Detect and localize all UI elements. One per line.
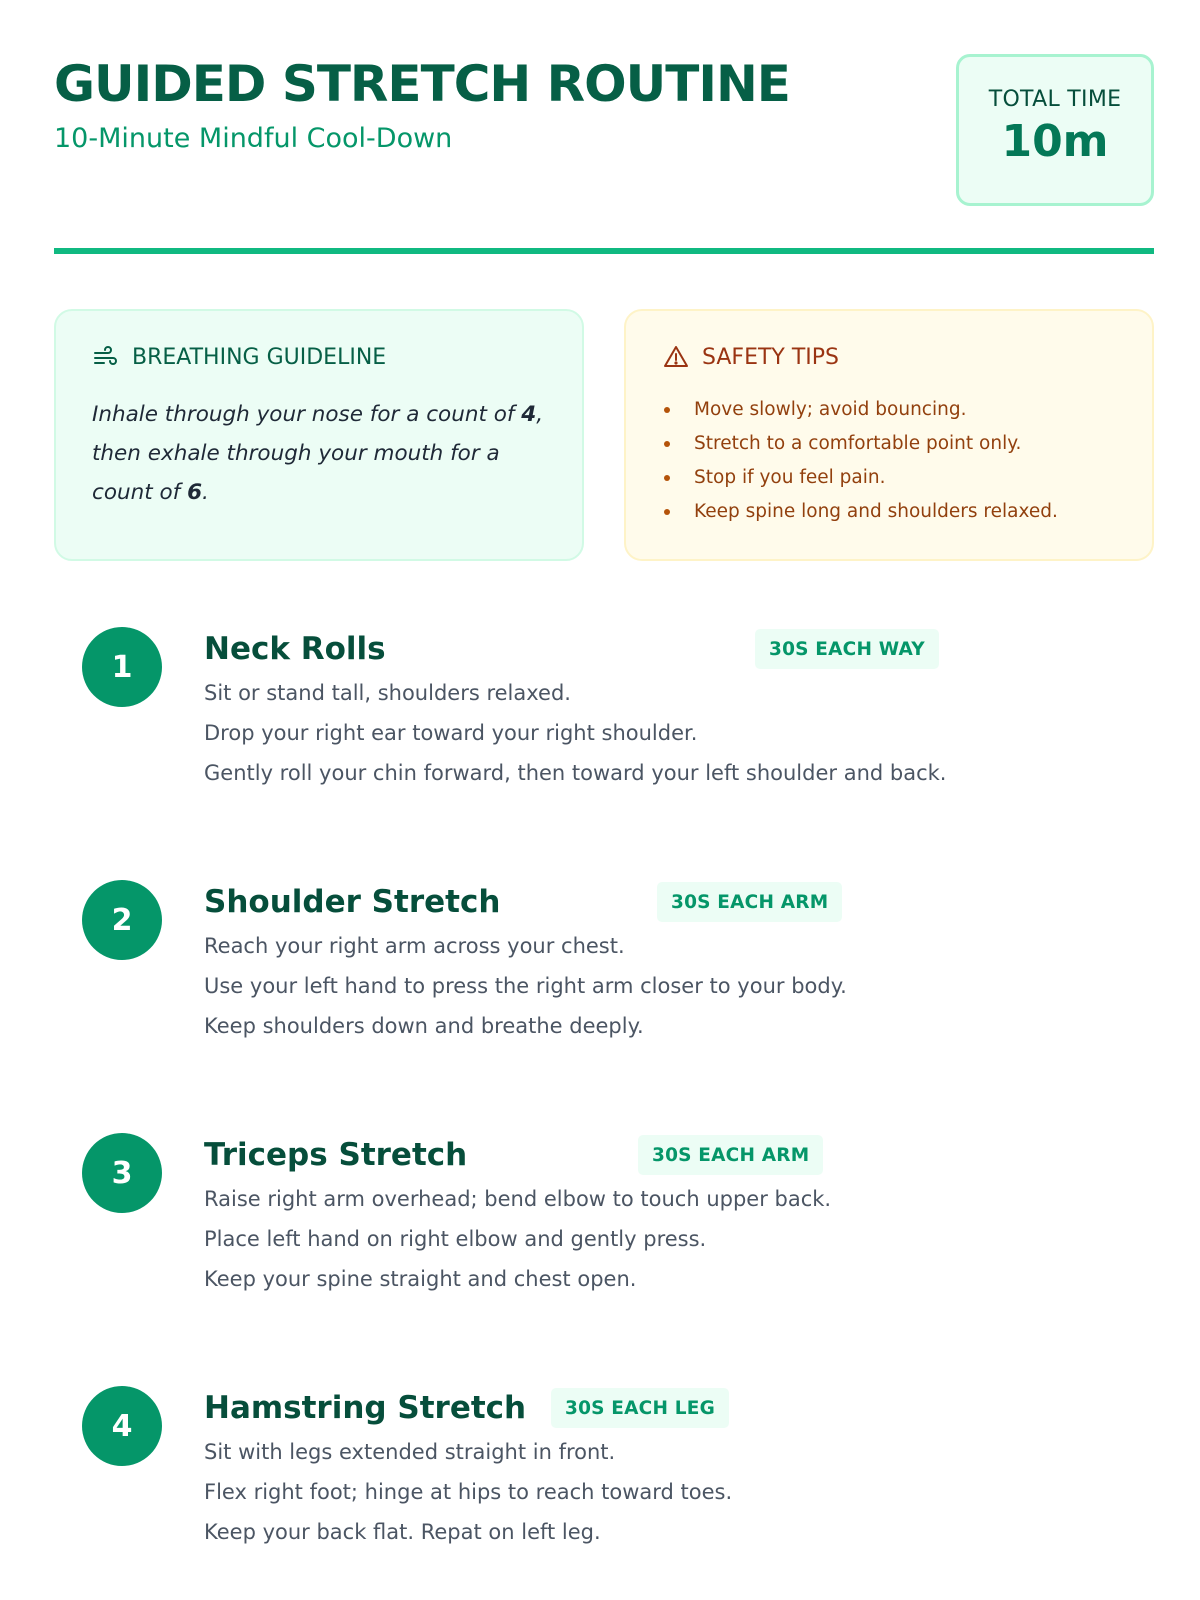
step-title: Shoulder Stretch bbox=[204, 884, 501, 920]
safety-tip: Move slowly; avoid bouncing. bbox=[662, 393, 1116, 427]
page-title: GUIDED STRETCH ROUTINE bbox=[54, 55, 790, 113]
safety-heading-label: SAFETY TIPS bbox=[702, 344, 840, 370]
step-instruction: Drop your right ear toward your right shoulder. bbox=[204, 721, 698, 745]
inhale-count: 4 bbox=[521, 402, 537, 427]
step-title: Hamstring Stretch bbox=[204, 1390, 527, 1426]
step-duration-tag: 30S EACH ARM bbox=[657, 882, 842, 922]
step-instruction: Reach your right arm across your chest. bbox=[204, 934, 625, 958]
step-instruction: Keep your spine straight and chest open. bbox=[204, 1267, 637, 1291]
safety-card bbox=[624, 309, 1154, 561]
step-instruction: Keep shoulders down and breathe deeply. bbox=[204, 1014, 644, 1038]
step-number: 2 bbox=[82, 880, 162, 960]
step-instruction: Keep your back flat. Repat on left leg. bbox=[204, 1520, 601, 1544]
step-title: Neck Rolls bbox=[204, 631, 386, 667]
safety-list bbox=[662, 393, 1116, 529]
safety-tip: Stretch to a comfortable point only. bbox=[662, 427, 1116, 461]
breathing-heading bbox=[92, 343, 546, 371]
step-hamstring-stretch bbox=[82, 1386, 1162, 1576]
step-duration-tag: 30S EACH LEG bbox=[551, 1388, 729, 1428]
step-instruction: Sit or stand tall, shoulders relaxed. bbox=[204, 681, 571, 705]
total-time-value: 10m bbox=[1001, 116, 1109, 167]
step-instruction: Flex right foot; hinge at hips to reach toward toes. bbox=[204, 1480, 733, 1504]
page-subtitle: 10-Minute Mindful Cool-Down bbox=[54, 123, 453, 154]
step-triceps-stretch bbox=[82, 1133, 1162, 1323]
breathing-card bbox=[54, 309, 584, 561]
step-duration-tag: 30S EACH WAY bbox=[755, 629, 939, 669]
step-instruction: Gently roll your chin forward, then toward your left shoulder and back. bbox=[204, 761, 947, 785]
breathing-text: Inhale through your nose for a count of 4, then exhale through your mouth for a count of 6. bbox=[92, 402, 544, 505]
step-duration-tag: 30S EACH ARM bbox=[638, 1135, 823, 1175]
safety-heading bbox=[662, 343, 1116, 371]
step-number: 3 bbox=[82, 1133, 162, 1213]
breathing-heading-label: BREATHING GUIDELINE bbox=[132, 344, 387, 370]
total-time-badge bbox=[956, 54, 1154, 206]
warning-icon bbox=[662, 343, 690, 371]
step-number: 4 bbox=[82, 1386, 162, 1466]
safety-tip: Stop if you feel pain. bbox=[662, 461, 1116, 495]
step-neck-rolls bbox=[82, 627, 1162, 817]
header bbox=[54, 52, 1154, 212]
step-instruction: Sit with legs extended straight in front. bbox=[204, 1440, 616, 1464]
step-number: 1 bbox=[82, 627, 162, 707]
step-instruction: Raise right arm overhead; bend elbow to touch upper back. bbox=[204, 1187, 832, 1211]
wind-icon bbox=[92, 343, 120, 371]
exhale-count: 6 bbox=[187, 480, 203, 505]
safety-tip: Keep spine long and shoulders relaxed. bbox=[662, 495, 1116, 529]
header-divider bbox=[54, 248, 1154, 254]
total-time-label: TOTAL TIME bbox=[988, 87, 1122, 112]
step-title: Triceps Stretch bbox=[204, 1137, 468, 1173]
step-instruction: Place left hand on right elbow and gently press. bbox=[204, 1227, 707, 1251]
step-instruction: Use your left hand to press the right arm closer to your body. bbox=[204, 974, 847, 998]
step-shoulder-stretch bbox=[82, 880, 1162, 1070]
